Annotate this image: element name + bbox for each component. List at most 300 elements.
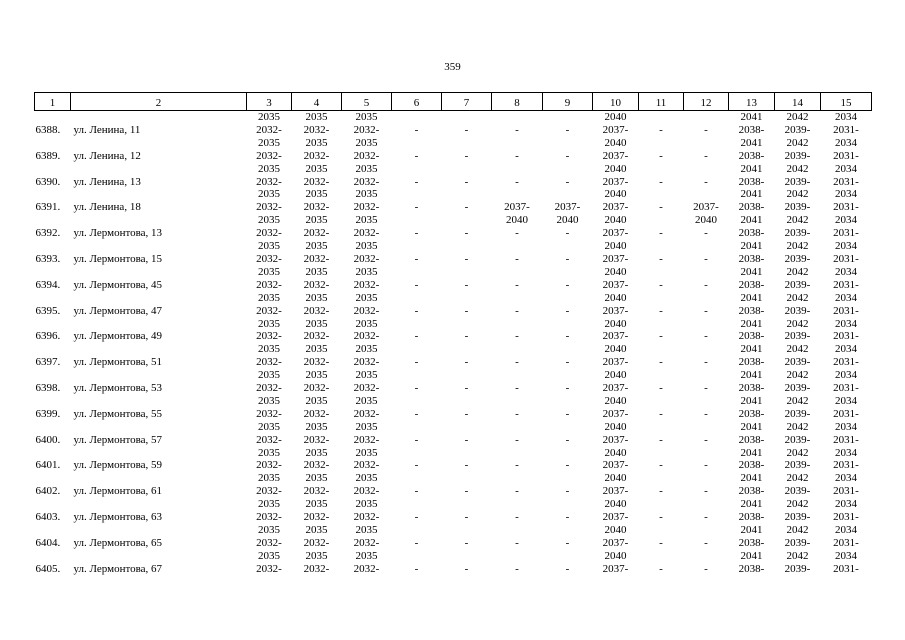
year-cell: - [464,252,469,265]
year-cell: 2041 [740,549,763,562]
table-row [35,111,872,124]
table-row [35,163,872,176]
year-cell: 2039- [784,382,811,395]
year-cell: 2035 [258,240,280,253]
year-cell: 2032- [353,459,380,472]
year-cell: 2035 [305,265,328,278]
year-cell: 2035 [258,446,280,459]
year-cell: - [704,330,708,343]
year-cell: 2035 [305,136,328,149]
year-cell [492,369,543,382]
table-row [35,485,872,498]
year-cell: 2031- [833,511,859,524]
address-cell: ул. Лермонтова, 47 [73,304,163,317]
year-cell: - [464,407,469,420]
year-cell [392,447,442,460]
row-number-cell: 6401. [35,459,61,472]
table-row [35,137,872,150]
year-cell: 2040 [604,291,627,304]
address-cell: ул. Лермонтова, 63 [73,511,163,524]
year-cell: 2041 [740,136,763,149]
year-cell: 2031- [833,433,859,446]
year-cell: 2034 [835,524,857,536]
year-cell: 2035 [258,498,280,511]
table-row [35,472,872,485]
column-header-4: 4 [292,93,342,111]
year-cell [392,343,442,356]
table-row [35,292,872,305]
year-cell: 2032- [353,356,380,369]
year-cell: - [565,278,570,291]
year-cell: 2038- [738,330,765,343]
year-cell: 2032- [353,511,380,524]
table-row [35,318,872,331]
year-cell: 2034 [835,265,857,278]
year-cell: - [464,149,469,162]
address-cell: ул. Лермонтова, 61 [73,485,163,498]
year-cell: 2034 [835,214,857,227]
address-cell [71,369,247,382]
year-cell: - [414,227,419,240]
year-cell: 2037- [602,382,629,395]
year-cell: - [704,356,708,369]
year-cell: 2035 [258,549,280,562]
year-cell: - [704,227,708,240]
year-cell: 2035 [355,111,378,123]
year-cell: - [414,149,419,162]
year-cell [639,395,684,408]
year-cell: - [414,485,419,498]
address-cell: ул. Ленина, 12 [73,149,141,162]
year-cell: - [464,227,469,240]
address-cell [71,447,247,460]
year-cell: - [565,536,570,549]
year-cell: 2032- [353,433,380,446]
year-cell: 2039- [784,562,811,575]
year-cell [639,318,684,331]
year-cell: - [414,511,419,524]
year-cell: 2031- [833,252,859,265]
year-cell: 2035 [258,369,280,382]
year-cell: 2039- [784,485,811,498]
year-cell: - [515,356,519,369]
year-cell: - [515,382,519,395]
column-header-13: 13 [729,93,775,111]
year-cell: - [704,175,708,188]
year-cell: - [414,382,419,395]
year-cell: 2035 [258,343,280,356]
year-cell [639,214,684,227]
year-cell: - [659,356,663,369]
table-row [35,537,872,550]
year-cell [442,447,492,460]
year-cell: 2035 [355,291,378,304]
year-cell: - [414,175,419,188]
year-cell: 2040 [604,317,627,330]
year-cell: 2032- [353,382,380,395]
year-cell: 2037- [602,175,629,188]
year-cell: 2035 [355,214,378,227]
year-cell: 2032- [256,330,282,343]
year-cell: - [464,562,469,575]
column-header-10: 10 [593,93,639,111]
row-number-cell: 6394. [35,278,61,291]
year-cell: - [414,123,419,136]
year-cell: 2037- [602,433,629,446]
page-number: 359 [444,61,461,73]
year-cell: 2031- [833,407,859,420]
year-cell: 2035 [355,162,378,175]
year-cell: 2037- [602,485,629,498]
year-cell: - [659,459,663,472]
year-cell: - [414,562,419,575]
year-cell: 2040 [695,214,717,227]
year-cell: 2038- [738,433,765,446]
year-cell: 2041 [740,214,763,227]
year-cell: 2031- [833,536,859,549]
year-cell: 2035 [305,420,328,433]
year-cell [543,318,593,331]
year-cell [639,447,684,460]
year-cell: 2041 [740,524,763,536]
year-cell: - [659,407,663,420]
year-cell: 2037- [554,201,581,214]
year-cell: 2042 [786,472,809,485]
year-cell: 2035 [305,240,328,253]
year-cell: 2039- [784,356,811,369]
year-cell: - [565,304,570,317]
year-cell: 2032- [256,433,282,446]
year-cell: 2042 [786,291,809,304]
address-cell [71,137,247,150]
year-cell [492,472,543,485]
year-cell: 2042 [786,317,809,330]
year-cell: 2031- [833,304,859,317]
address-cell: ул. Лермонтова, 59 [73,459,163,472]
year-cell: 2031- [833,562,859,575]
year-cell: 2040 [604,498,627,511]
year-cell: - [659,252,663,265]
year-cell: - [704,278,708,291]
year-cell [392,214,442,227]
row-number-cell [35,266,71,279]
row-number-cell [35,395,71,408]
year-cell [492,421,543,434]
row-number-cell [35,343,71,356]
year-cell: 2040 [604,472,627,485]
year-cell: - [659,123,663,136]
year-cell: 2035 [355,549,378,562]
year-cell: 2032- [256,511,282,524]
year-cell: - [704,562,708,575]
row-number-cell: 6399. [35,407,61,420]
column-header-14: 14 [775,93,821,111]
table-row [35,124,872,137]
year-cell [543,524,593,537]
year-cell [684,137,729,150]
year-cell [492,240,543,253]
year-cell: 2035 [355,265,378,278]
year-cell: - [464,536,469,549]
year-cell [543,343,593,356]
year-cell: 2035 [305,369,328,382]
year-cell: 2042 [786,446,809,459]
year-cell: - [515,485,519,498]
year-cell [639,292,684,305]
year-cell: 2034 [835,369,857,382]
year-cell [442,214,492,227]
year-cell [639,472,684,485]
year-cell: 2035 [355,369,378,382]
address-cell [71,395,247,408]
table-row [35,524,872,537]
year-cell: - [704,252,708,265]
year-cell: 2035 [258,111,280,123]
year-cell: 2035 [355,524,378,536]
year-cell: 2042 [786,420,809,433]
year-cell [392,550,442,563]
year-cell: - [464,201,469,214]
year-cell [392,472,442,485]
year-cell: 2037- [504,201,530,214]
row-number-cell [35,111,71,124]
row-number-cell [35,137,71,150]
year-cell [639,137,684,150]
year-cell: 2037- [602,227,629,240]
year-cell [492,292,543,305]
address-cell [71,163,247,176]
year-cell: 2031- [833,330,859,343]
year-cell: 2035 [305,343,328,356]
year-cell: - [659,175,663,188]
year-cell: 2031- [833,382,859,395]
row-number-cell [35,447,71,460]
column-header-7: 7 [442,93,492,111]
year-cell [543,550,593,563]
year-cell: 2040 [604,265,627,278]
column-header-2: 2 [71,93,247,111]
year-cell: 2042 [786,188,809,201]
year-cell: 2041 [740,317,763,330]
year-cell [442,111,492,124]
year-cell [684,524,729,537]
year-cell: 2032- [256,356,282,369]
column-header-8: 8 [492,93,543,111]
row-number-cell: 6398. [35,382,61,395]
year-cell: 2034 [835,136,857,149]
year-cell: - [414,252,419,265]
table-row [35,201,872,214]
year-cell: 2035 [258,214,280,227]
year-cell: - [704,459,708,472]
year-cell [392,498,442,511]
year-cell: 2032- [303,459,330,472]
year-cell: - [704,123,708,136]
year-cell: 2035 [305,214,328,227]
year-cell: 2035 [355,343,378,356]
table-row [35,498,872,511]
year-cell: 2041 [740,265,763,278]
table-row [35,356,872,369]
year-cell: - [515,330,519,343]
row-number-cell: 6392. [35,227,61,240]
year-cell: - [515,562,519,575]
table-row [35,253,872,266]
year-cell: 2038- [738,459,765,472]
row-number-cell [35,421,71,434]
year-cell: 2032- [303,536,330,549]
year-cell: 2042 [786,498,809,511]
year-cell: - [515,149,519,162]
year-cell: 2037- [602,330,629,343]
year-cell [543,292,593,305]
year-cell: 2032- [256,123,282,136]
table-row [35,395,872,408]
year-cell [684,240,729,253]
year-cell [392,524,442,537]
year-cell: 2032- [256,278,282,291]
year-cell [684,550,729,563]
year-cell [543,266,593,279]
year-cell: 2032- [303,330,330,343]
year-cell: 2032- [303,382,330,395]
year-cell [392,163,442,176]
year-cell [639,343,684,356]
year-cell: 2037- [602,149,629,162]
year-cell: 2038- [738,304,765,317]
year-cell: 2032- [256,407,282,420]
year-cell: 2039- [784,149,811,162]
row-number-cell [35,240,71,253]
year-cell: 2041 [740,162,763,175]
year-cell: 2034 [835,549,857,562]
year-cell: 2037- [602,278,629,291]
year-cell [392,395,442,408]
year-cell: 2035 [305,446,328,459]
table-row [35,279,872,292]
year-cell: 2032- [353,485,380,498]
year-cell [392,137,442,150]
year-cell: - [704,407,708,420]
year-cell: 2037- [602,252,629,265]
year-cell: - [659,201,663,214]
row-number-cell: 6389. [35,149,61,162]
year-cell [639,369,684,382]
year-cell [442,137,492,150]
year-cell: - [659,433,663,446]
year-cell: 2040 [604,188,627,201]
address-cell: ул. Лермонтова, 45 [73,278,163,291]
year-cell: - [464,330,469,343]
year-cell [684,421,729,434]
year-cell: 2032- [303,511,330,524]
row-number-cell [35,188,71,201]
year-cell: - [414,433,419,446]
year-cell: 2042 [786,524,809,536]
year-cell [492,137,543,150]
year-cell: - [659,304,663,317]
year-cell: 2035 [258,472,280,485]
year-cell: 2038- [738,123,765,136]
year-cell: 2032- [303,252,330,265]
year-cell: - [515,459,519,472]
year-cell [392,318,442,331]
year-cell [492,550,543,563]
year-cell [543,137,593,150]
year-cell: 2039- [784,123,811,136]
year-cell: 2035 [355,188,378,201]
year-cell: 2041 [740,394,763,407]
year-cell: 2037- [602,304,629,317]
year-cell: 2035 [258,136,280,149]
year-cell: 2040 [604,394,627,407]
address-cell [71,472,247,485]
address-cell: ул. Лермонтова, 67 [73,562,163,575]
year-cell: 2035 [305,524,328,536]
year-cell [442,188,492,201]
year-cell: 2040 [604,524,627,536]
year-cell: - [464,356,469,369]
year-cell: 2032- [256,562,282,575]
year-cell: - [515,511,519,524]
year-cell: 2041 [740,446,763,459]
table-row [35,330,872,343]
year-cell: - [515,175,519,188]
address-cell: ул. Лермонтова, 49 [73,330,163,343]
row-number-cell [35,498,71,511]
year-cell: 2035 [305,549,328,562]
year-cell: 2039- [784,278,811,291]
year-cell: 2041 [740,291,763,304]
year-cell [442,343,492,356]
year-cell: 2032- [303,227,330,240]
year-cell: 2035 [305,162,328,175]
year-cell [392,421,442,434]
year-cell: - [565,227,570,240]
year-cell [442,318,492,331]
year-cell: - [464,485,469,498]
year-cell [639,498,684,511]
year-cell: - [704,382,708,395]
year-cell: 2035 [355,394,378,407]
year-cell: 2037- [602,201,629,214]
table-row [35,150,872,163]
year-cell [492,447,543,460]
year-cell: 2032- [256,175,282,188]
address-cell: ул. Лермонтова, 51 [73,356,163,369]
year-cell: 2032- [353,536,380,549]
year-cell [442,421,492,434]
year-cell: 2035 [355,498,378,511]
year-cell: 2041 [740,498,763,511]
year-cell: - [565,356,570,369]
year-cell [492,163,543,176]
address-cell: ул. Лермонтова, 15 [73,252,163,265]
year-cell: 2032- [353,330,380,343]
year-cell: 2034 [835,162,857,175]
year-cell: - [414,330,419,343]
year-cell: 2037- [602,356,629,369]
year-cell: 2032- [256,304,282,317]
year-cell: - [659,149,663,162]
table-row [35,447,872,460]
year-cell: - [464,175,469,188]
year-cell: 2039- [784,201,811,214]
year-cell: 2040 [604,369,627,382]
year-cell: 2034 [835,420,857,433]
row-number-cell [35,214,71,227]
year-cell: 2039- [784,252,811,265]
